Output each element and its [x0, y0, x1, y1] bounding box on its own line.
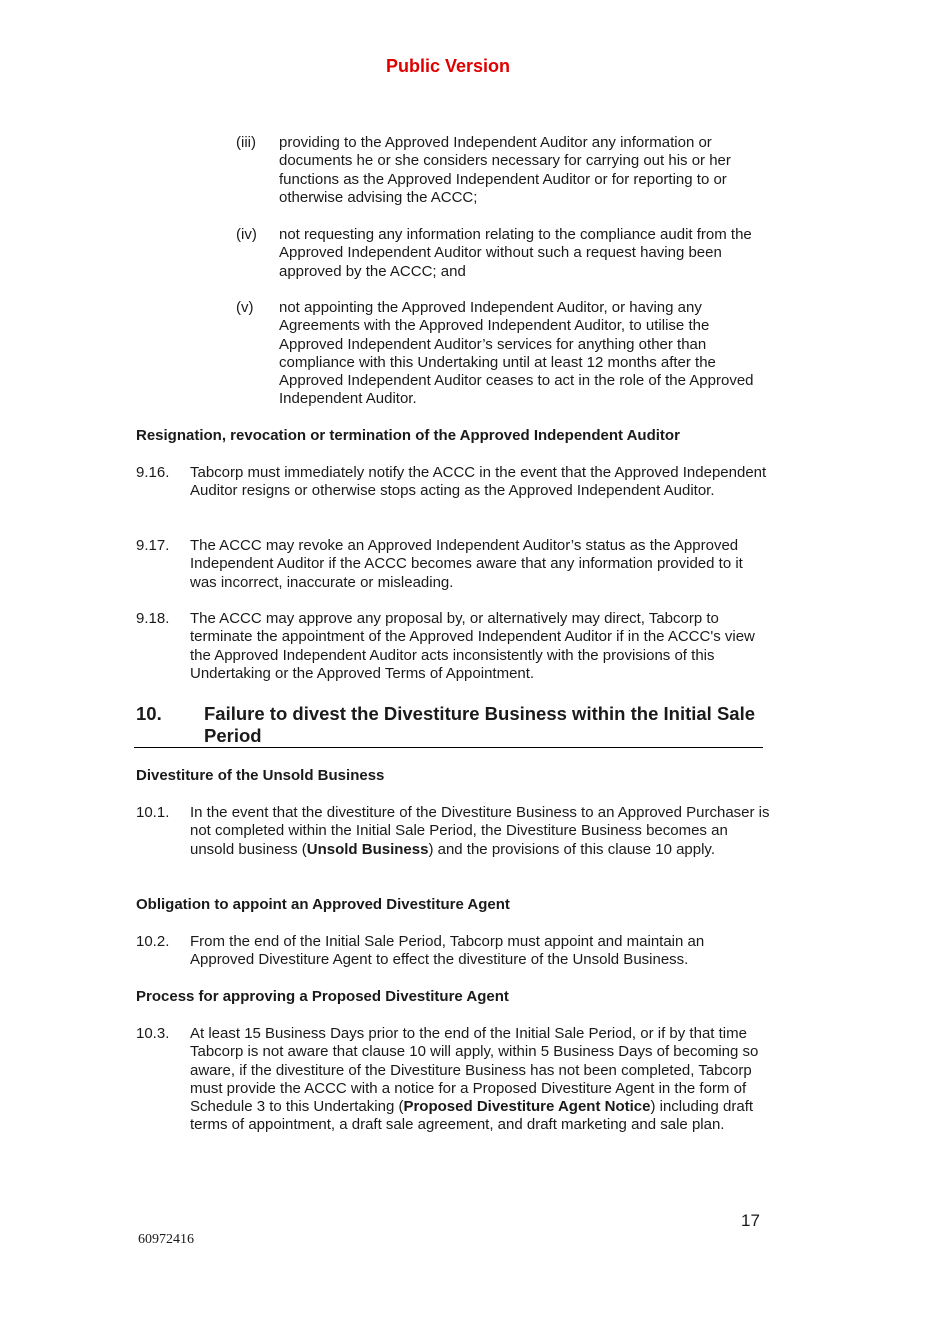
clause-text: From the end of the Initial Sale Period, Tabcorp must appoint and maintain an Approved Divestiture Agent to effect the divestiture of the Unsold Business. [190, 933, 705, 969]
public-version-header: Public Version [385, 56, 511, 76]
subheading-resignation: Resignation, revocation or termination of the Approved Independent Auditor [136, 427, 680, 444]
clause-number: 9.17. [136, 537, 170, 554]
subheading-process: Process for approving a Proposed Divestiture Agent [136, 988, 509, 1005]
clause-number: 9.18. [136, 610, 170, 627]
clause-text: The ACCC may revoke an Approved Independent Auditor’s status as the Approved Independent Auditor if the ACCC becomes aware that any information provided to it was incorrect, inaccurate or misleading. [190, 537, 743, 591]
defined-term: Unsold Business [306, 840, 429, 858]
section-number: 10. [136, 703, 162, 724]
clause-text [190, 1025, 770, 1135]
subheading-obligation: Obligation to appoint an Approved Divestiture Agent [136, 896, 510, 913]
clause-text: The ACCC may approve any proposal by, or alternatively may direct, Tabcorp to terminate the appointment of the Approved Independent Auditor if in the ACCC's view the Approved Independent Auditor acts inconsistently with the provisions of this Undertaking or the Approved Terms of Appointment. [190, 610, 755, 682]
sub-item-number: (iii) [236, 134, 256, 151]
defined-term: Proposed Divestiture Agent Notice [403, 1098, 651, 1116]
document-id: 60972416 [138, 1232, 194, 1247]
sub-item-text: not appointing the Approved Independent Auditor, or having any Agreements with the Approved Independent Auditor, to utilise the Approved Independent Auditor’s services for anything other than compliance with this Undertaking until at least 12 months after the Approved Independent Auditor ceases to act in the role of the Approved Independent Auditor. [279, 299, 754, 408]
clause-text-part: ) and the provisions of this clause 10 apply. [428, 840, 715, 858]
clause-number: 10.2. [136, 933, 170, 950]
clause-text-part: ) including draft terms of appointment, a draft sale agreement, and draft marketing and sale plan. [190, 1098, 754, 1134]
clause-number: 10.3. [136, 1025, 170, 1042]
section-divider [134, 747, 763, 748]
clause-text [190, 804, 770, 859]
clause-text-part: At least 15 Business Days prior to the end of the Initial Sale Period, or if by that time Tabcorp is not aware that clause 10 will apply, within 5 Business Days of becoming so aware, if the divestiture of the Divestiture Business has not been completed, Tabcorp must provide the ACCC with a notice for a Proposed Divestiture Agent in the form of Schedule 3 to this Undertaking ( [190, 1025, 759, 1116]
sub-item-text: not requesting any information relating to the compliance audit from the Approved Independent Auditor without such a request having been approved by the ACCC; and [279, 226, 752, 280]
subheading-unsold-business: Divestiture of the Unsold Business [136, 767, 385, 784]
sub-item-number: (iv) [236, 226, 257, 243]
section-title: Failure to divest the Divestiture Business within the Initial Sale Period [204, 703, 756, 746]
clause-text: Tabcorp must immediately notify the ACCC in the event that the Approved Independent Auditor resigns or otherwise stops acting as the Approved Independent Auditor. [190, 464, 767, 500]
clause-number: 10.1. [136, 804, 170, 821]
sub-item-number: (v) [236, 299, 254, 316]
sub-item-text: providing to the Approved Independent Auditor any information or documents he or she considers necessary for carrying out his or her functions as the Approved Independent Auditor or for reporting to or otherwise advising the ACCC; [279, 134, 731, 206]
clause-number: 9.16. [136, 464, 170, 481]
page-number: 17 [741, 1211, 760, 1230]
clause-text-part: In the event that the divestiture of the Divestiture Business to an Approved Purchaser is not completed within the Initial Sale Period, the Divestiture Business becomes an unsold business ( [190, 804, 770, 858]
